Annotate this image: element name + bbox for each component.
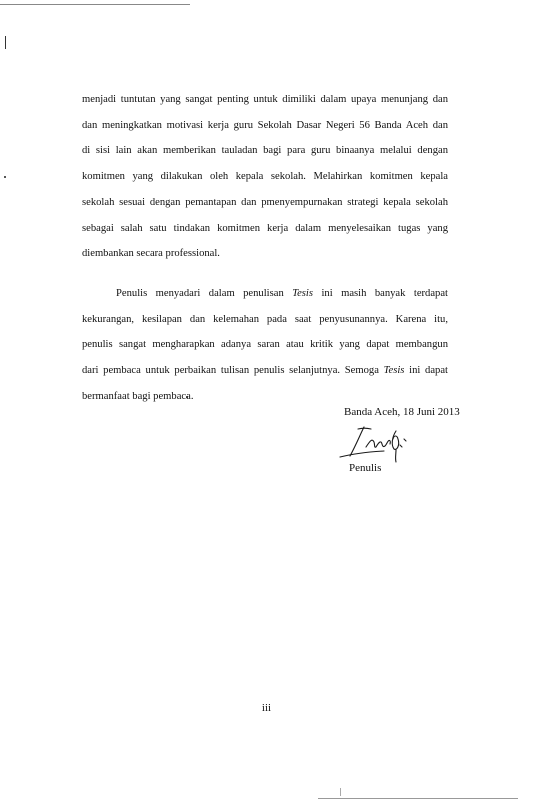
paragraph1-line: sekolah sesuai dengan pemantapan dan pmenyempurnakan strategi kepala sekolah (82, 196, 448, 208)
paragraph1-line: menjadi tuntutan yang sangat penting untuk dimiliki dalam upaya menunjang dan (82, 94, 448, 105)
paragraph2-line (82, 358, 448, 384)
paragraph2-text: dari pembaca untuk perbaikan tulisan penulis selanjutnya. Semoga (82, 365, 384, 377)
page-number: iii (261, 702, 272, 714)
paragraph1-line: komitmen yang dilakukan oleh kepala sekolah. Melahirkan komitmen kepala (82, 171, 448, 183)
paragraph1-line: di sisi lain akan memberikan tauladan bagi para guru binaanya melalui dengan (82, 145, 448, 157)
scan-artifact-top-line (0, 4, 190, 5)
paragraph1-line: diembankan secara professional. (82, 248, 220, 260)
paragraph2-text: ini masih banyak terdapat (313, 287, 448, 299)
thesis-term: Tesis (292, 287, 313, 299)
author-label: Penulis (349, 462, 382, 474)
paragraph2-line: penulis sangat mengharapkan adanya saran atau kritik yang dapat membangun (82, 339, 448, 351)
paragraph2-text: Penulis menyadari dalam penulisan (116, 287, 293, 299)
scan-artifact-bottom-tick (340, 788, 341, 796)
handwritten-signature (336, 421, 426, 465)
body-text (82, 87, 448, 409)
scan-artifact-left-mark (5, 36, 6, 49)
signature-icon (336, 421, 426, 465)
scan-artifact-bottom-line (318, 798, 518, 799)
paragraph2-line (82, 281, 448, 307)
paragraph2-line: bermanfaat bagi pembaca. (82, 390, 194, 402)
thesis-term: Tesis (383, 365, 405, 377)
paragraph1-line: sebagai salah satu tindakan komitmen kerja dalam menyelesaikan tugas yang (82, 222, 448, 234)
scan-artifact-dot (4, 176, 6, 178)
paragraph2-text: ini dapat (404, 365, 448, 377)
closing-place-date: Banda Aceh, 18 Juni 2013 (344, 406, 460, 418)
paragraph2-line: kekurangan, kesilapan dan kelemahan pada saat penyusunannya. Karena itu, (82, 313, 448, 325)
paragraph1-line: dan meningkatkan motivasi kerja guru Sekolah Dasar Negeri 56 Banda Aceh dan (82, 119, 448, 131)
